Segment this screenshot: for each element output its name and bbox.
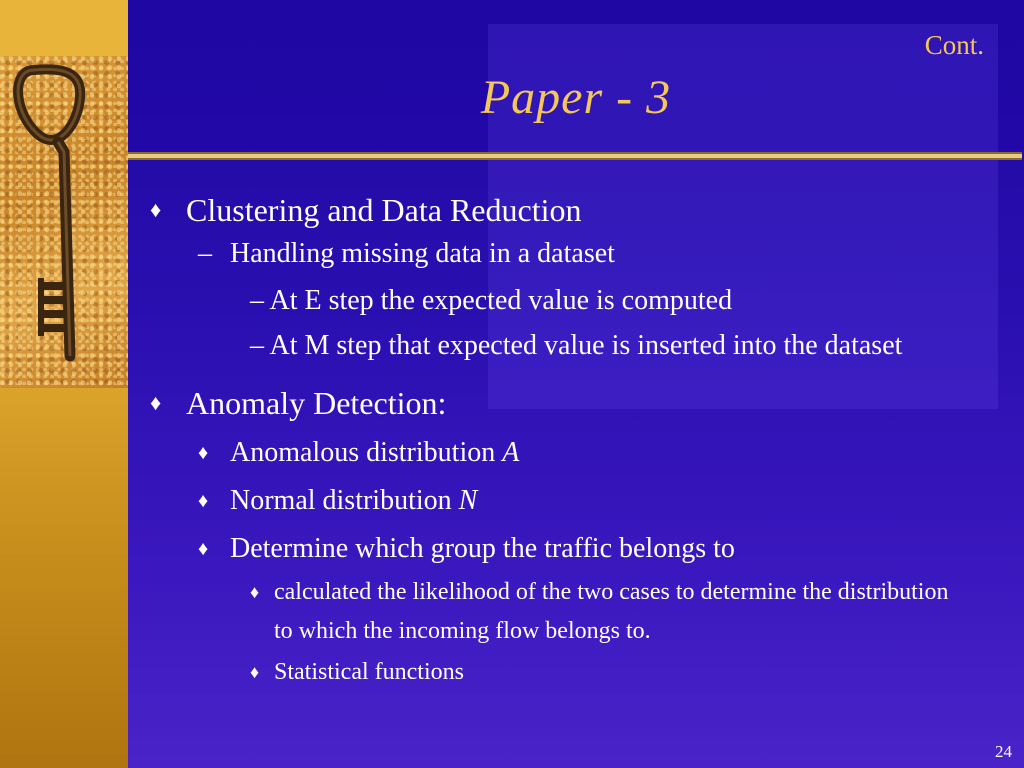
- bullet-clustering-text: Clustering and Data Reduction: [186, 192, 582, 228]
- diamond-bullet-icon: ♦: [250, 582, 260, 602]
- key-icon: [0, 56, 128, 388]
- dash-bullet-icon: –: [250, 285, 264, 316]
- step-m-item: [150, 327, 970, 365]
- anomalous-variable: A: [502, 437, 520, 468]
- title-divider: [128, 152, 1022, 160]
- detail-statistical-text: Statistical functions: [274, 659, 464, 685]
- detail-statistical: [150, 653, 970, 692]
- diamond-bullet-icon: ♦: [250, 662, 260, 682]
- detail-likelihood: [150, 573, 964, 651]
- diamond-bullet-icon: ♦: [150, 197, 162, 222]
- normal-text: Normal distribution: [230, 485, 452, 516]
- bullet-anomaly: [150, 383, 970, 423]
- diamond-bullet-icon: ♦: [198, 442, 209, 464]
- diamond-bullet-icon: ♦: [198, 538, 209, 560]
- determine-text: Determine which group the traffic belongs to: [230, 533, 735, 564]
- sub-bullet-missing-data: [150, 236, 970, 272]
- left-bar-top-block: [0, 0, 128, 56]
- bullet-clustering: [150, 190, 970, 230]
- bullet-anomaly-text: Anomaly Detection:: [186, 385, 447, 421]
- normal-variable: N: [458, 485, 478, 516]
- dash-bullet-icon: –: [250, 330, 264, 361]
- slide-title: Paper - 3: [480, 71, 672, 124]
- anomalous-text: Anomalous distribution: [230, 437, 496, 468]
- sub-bullet-normal: [150, 483, 970, 519]
- page-number: 24: [995, 742, 1012, 761]
- detail-likelihood-text: calculated the likelihood of the two cases to determine the distribution to which the incoming flow belongs to.: [274, 579, 949, 644]
- diamond-bullet-icon: ♦: [198, 490, 209, 512]
- dash-bullet-icon: –: [198, 238, 212, 269]
- slide-content: [150, 190, 970, 692]
- diamond-bullet-icon: ♦: [150, 390, 162, 415]
- step-e-text: At E step the expected value is computed: [269, 285, 733, 316]
- sub-bullet-missing-data-text: Handling missing data in a dataset: [230, 238, 615, 269]
- key-image: [0, 56, 128, 388]
- step-e-item: [150, 280, 970, 321]
- step-m-text: At M step that expected value is inserted into the dataset: [269, 330, 903, 361]
- sub-bullet-anomalous: [150, 435, 970, 471]
- continuation-label: Cont.: [924, 30, 984, 60]
- sub-bullet-determine: [150, 531, 970, 567]
